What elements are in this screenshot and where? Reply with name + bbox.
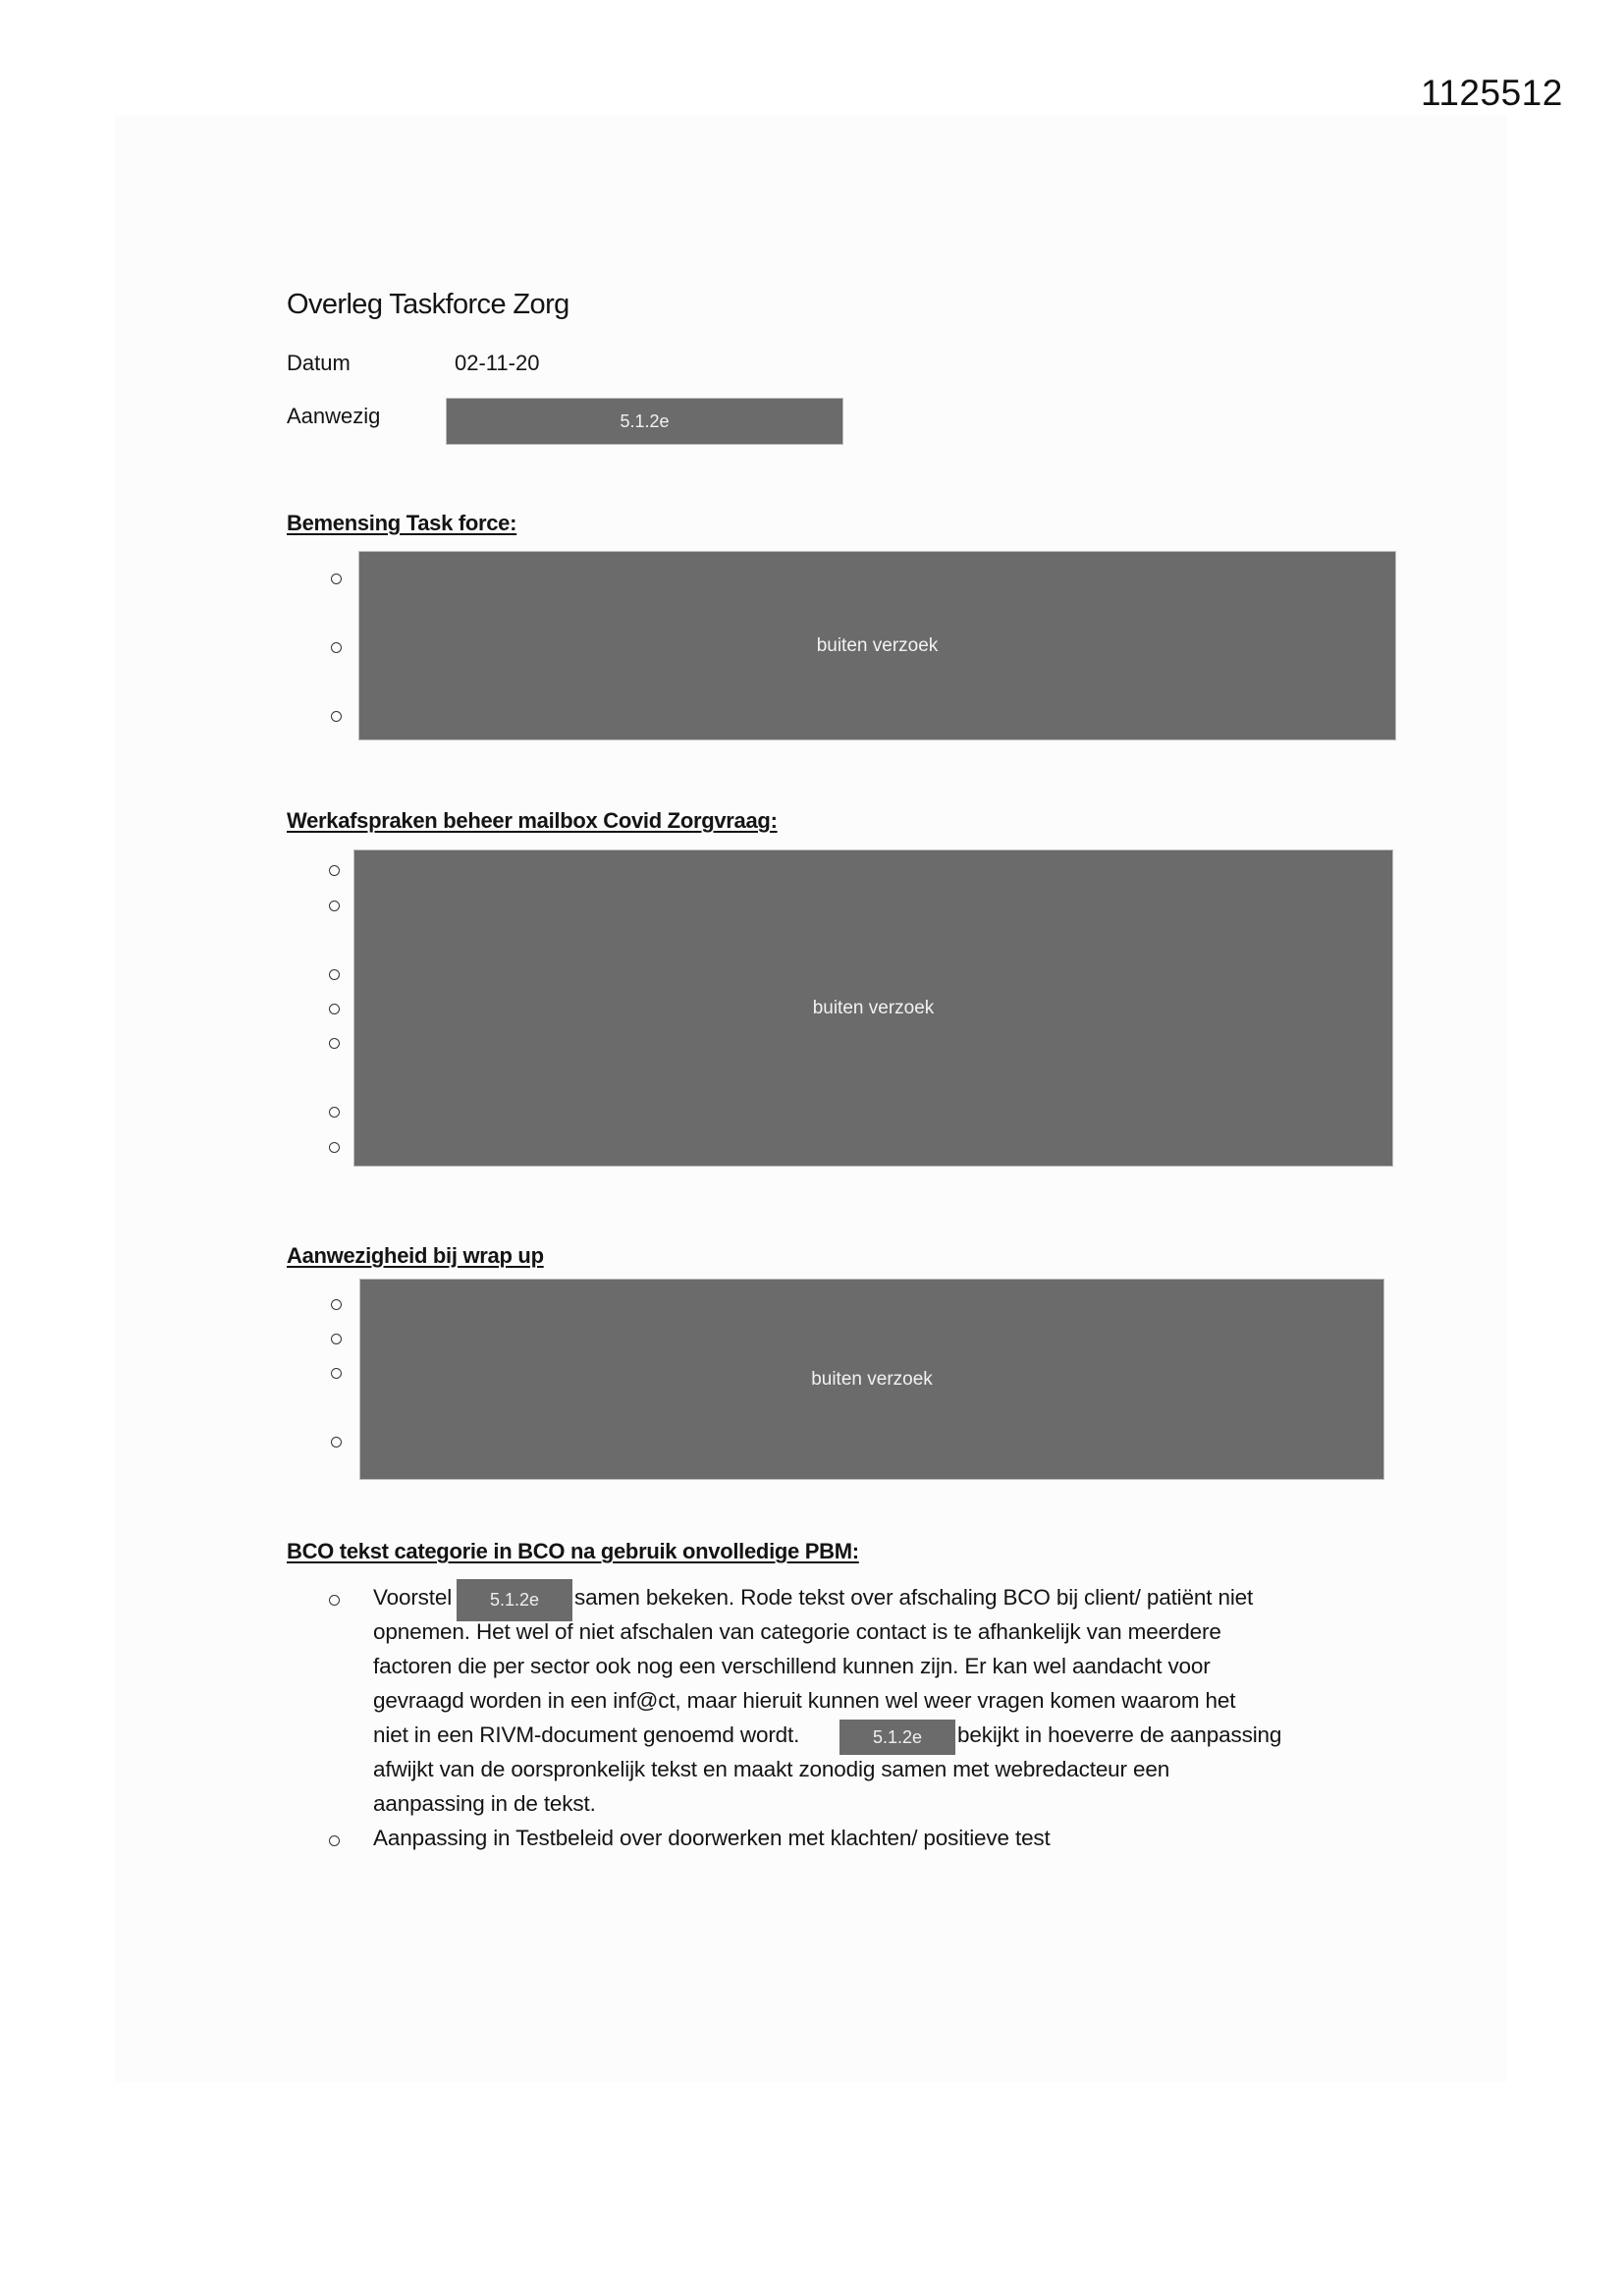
redaction-block-werkafspraken	[354, 850, 1392, 1166]
bco-line-6: afwijkt van de oorspronkelijk tekst en maakt zonodig samen met webredacteur een	[373, 1757, 1170, 1781]
bullet-icon	[331, 1368, 342, 1379]
redaction-label: buiten verzoek	[816, 634, 939, 656]
section-heading-bco: BCO tekst categorie in BCO na gebruik onvolledige PBM:	[287, 1539, 859, 1563]
bco-line-5-after: bekijkt in hoeverre de aanpassing	[957, 1722, 1282, 1747]
bullet-icon	[329, 865, 340, 876]
redaction-label: buiten verzoek	[811, 1368, 933, 1390]
bco-item-2: Aanpassing in Testbeleid over doorwerken met klachten/ positieve test	[373, 1826, 1051, 1850]
page-title: Overleg Taskforce Zorg	[287, 289, 569, 320]
bullet-icon	[329, 1595, 340, 1606]
attendees-redaction	[447, 399, 842, 444]
bullet-icon	[329, 1038, 340, 1049]
inline-redaction	[457, 1579, 572, 1621]
bco-line-3: factoren die per sector ook nog een verschillend kunnen zijn. Er kan wel aandacht voor	[373, 1654, 1211, 1678]
bullet-icon	[329, 1004, 340, 1014]
attendees-label: Aanwezig	[287, 404, 381, 428]
bco-line-4: gevraagd worden in een inf@ct, maar hieruit kunnen wel weer vragen komen waarom het	[373, 1688, 1236, 1713]
redaction-code: 5.1.2e	[872, 1726, 923, 1747]
bullet-icon	[329, 1107, 340, 1118]
section-heading-werkafspraken: Werkafspraken beheer mailbox Covid Zorgvraag:	[287, 808, 778, 833]
bullet-icon	[331, 1437, 342, 1448]
bullet-icon	[329, 1142, 340, 1153]
bullet-icon	[329, 969, 340, 980]
bullet-icon	[329, 1835, 340, 1846]
redaction-block-wrap-up	[360, 1280, 1383, 1479]
bco-line-1-after: samen bekeken. Rode tekst over afschaling BCO bij client/ patiënt niet	[574, 1585, 1254, 1610]
redaction-label: buiten verzoek	[812, 997, 935, 1018]
bullet-icon	[331, 1334, 342, 1344]
section-heading-bemensing: Bemensing Task force:	[287, 511, 517, 535]
bullet-icon	[331, 642, 342, 653]
redaction-code: 5.1.2e	[620, 410, 670, 431]
redaction-block-bemensing	[359, 552, 1395, 739]
bullet-icon	[331, 711, 342, 722]
bullet-icon	[331, 574, 342, 584]
inline-redaction	[839, 1720, 955, 1755]
redaction-code: 5.1.2e	[489, 1590, 540, 1610]
bco-line-1-before: Voorstel	[373, 1585, 453, 1610]
document-number: 1125512	[1421, 73, 1563, 113]
bco-line-7: aanpassing in de tekst.	[373, 1791, 596, 1816]
bullet-icon	[331, 1299, 342, 1310]
bco-line-5-before: niet in een RIVM-document genoemd wordt.	[373, 1722, 800, 1747]
date-label: Datum	[287, 351, 351, 375]
bullet-icon	[329, 901, 340, 911]
bco-line-2: opnemen. Het wel of niet afschalen van categorie contact is te afhankelijk van meerdere	[373, 1619, 1221, 1644]
section-heading-wrap-up: Aanwezigheid bij wrap up	[287, 1243, 544, 1268]
date-value: 02-11-20	[455, 351, 540, 375]
